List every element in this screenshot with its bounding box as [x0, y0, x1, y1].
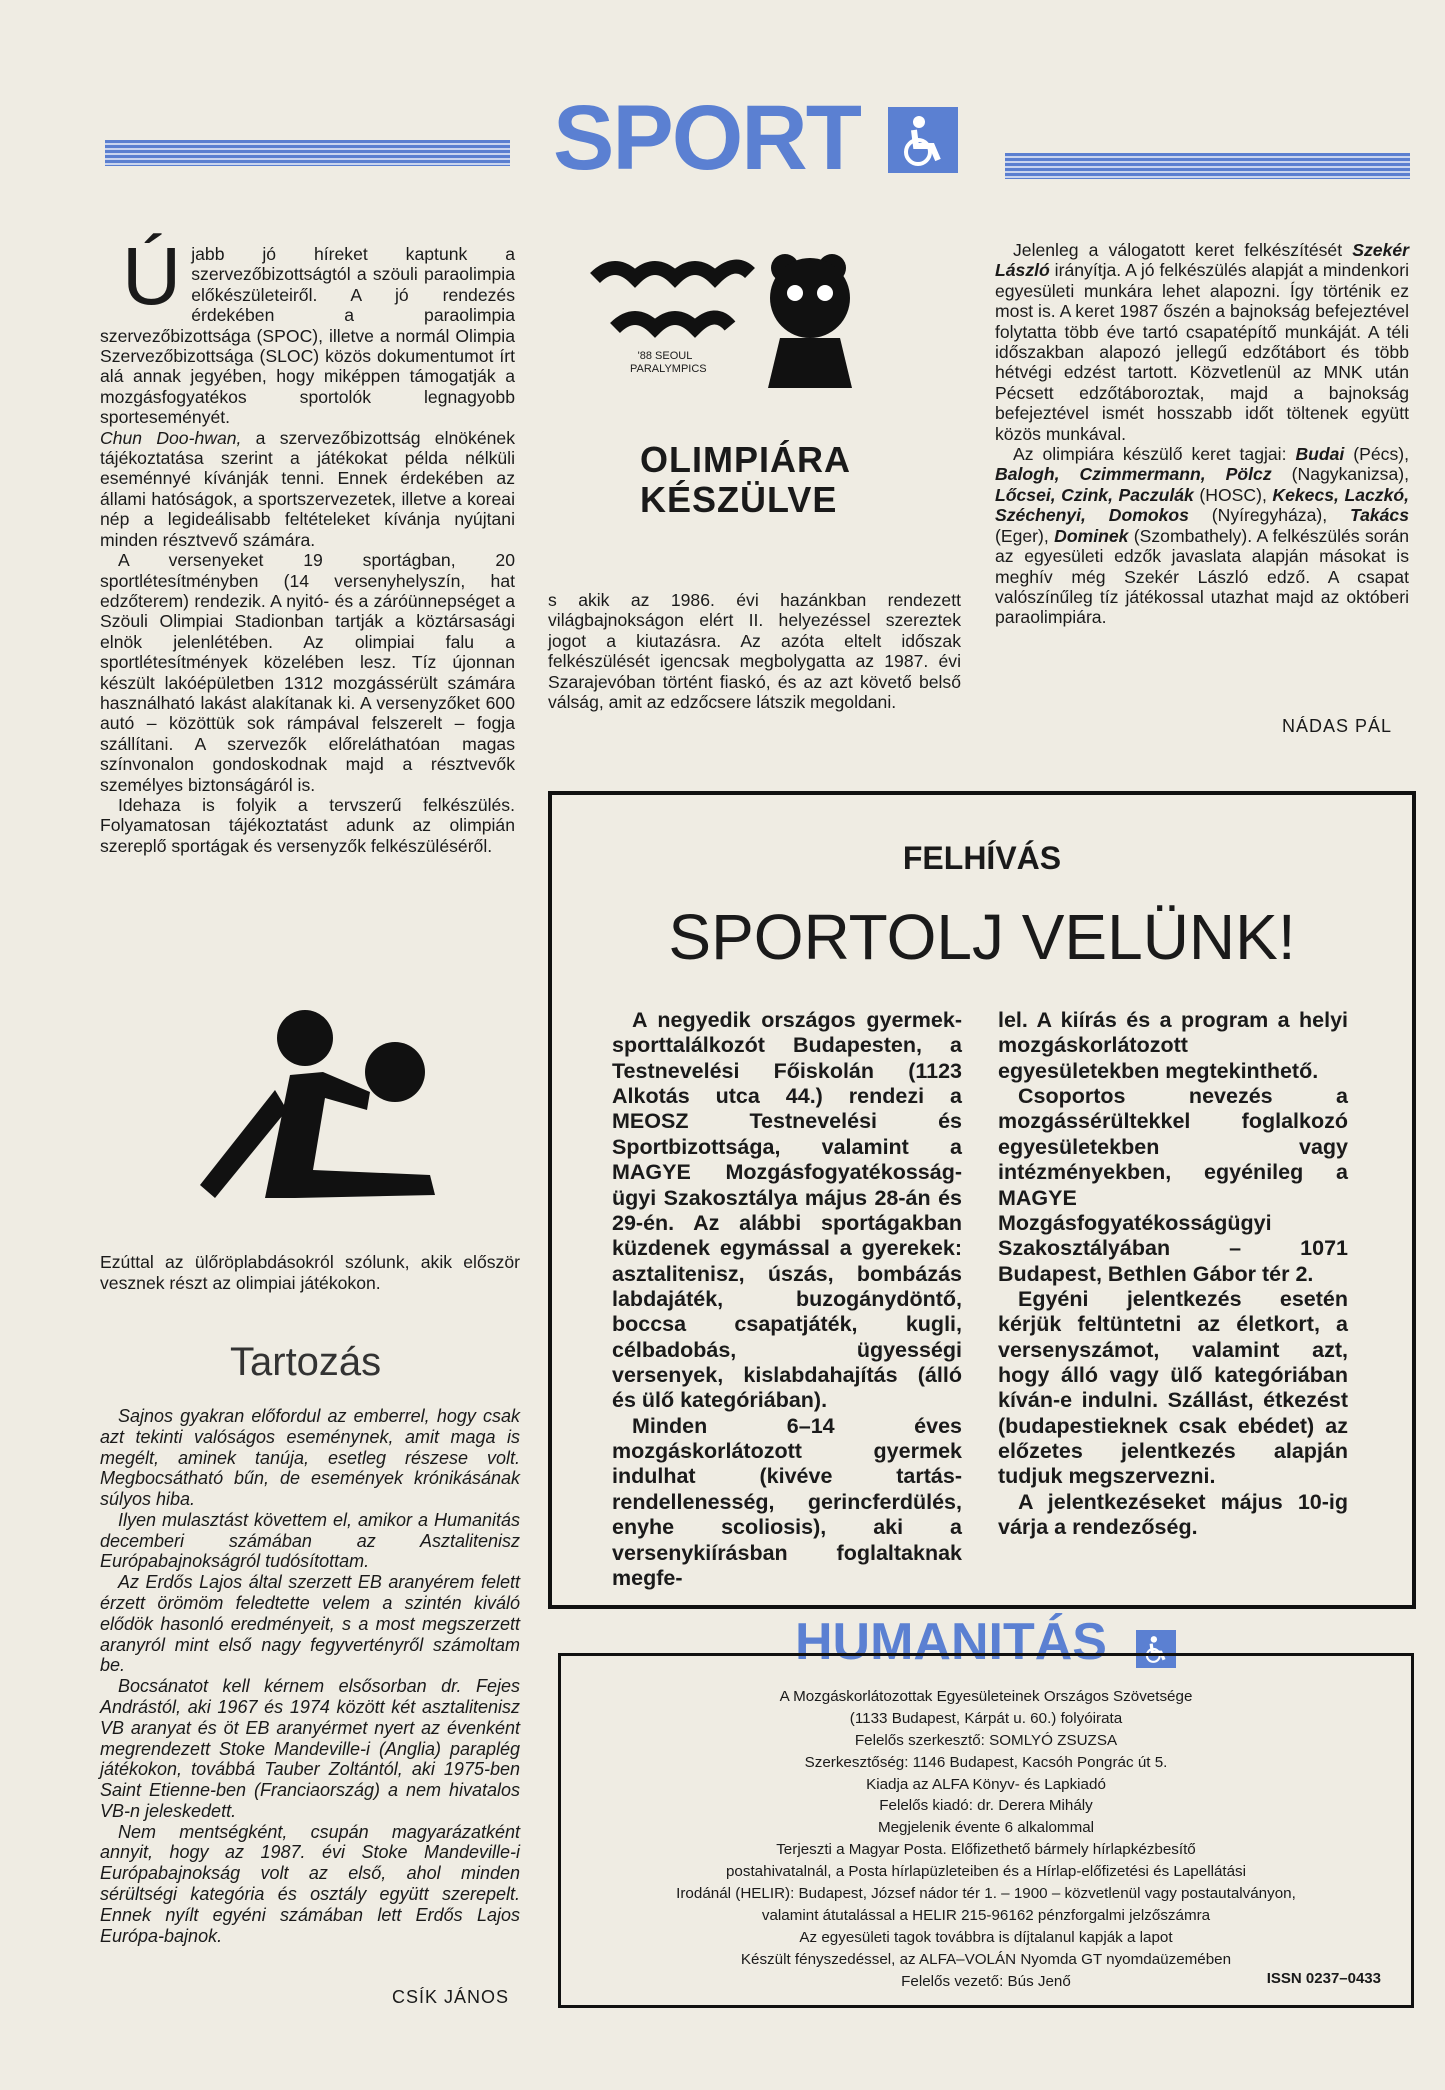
- header-stripe-right: [1005, 153, 1410, 179]
- tartozas-paragraph: Sajnos gyakran előfordul az emberrel, hogy csak azt tekinti valóságos eseménynek, amit maga is megélt, aminek tanúja, esetleg részese volt. Megbocsátható bűn, de események krónikásának súlyos hiba.: [100, 1406, 520, 1510]
- article-paragraph: Idehaza is folyik a tervszerű felkészülés. Folyamatosan tájékoztatást adunk az olimpián szereplő sportágak és versenyzők felkészüléséről.: [100, 794, 515, 856]
- felhivas-paragraph: Csoportos nevezés a mozgássérültekkel foglalkozó egyesületekben vagy intézményekben, egyénileg a MAGYE Mozgásfogyatékosságügyi Szakosztályában – 1071 Budapest, Bethlen Gábor tér 2.: [998, 1084, 1348, 1286]
- impresszum-line: Felelős vezető: Bús Jenő: [901, 1972, 1071, 1990]
- tartozas-title: Tartozás: [230, 1340, 382, 1384]
- section-title: SPORT: [553, 87, 860, 189]
- felhivas-paragraph: lel. A kiírás és a program a helyi mozgáskorlátozott egyesületekben megtekinthető.: [998, 1008, 1348, 1083]
- humanitas-title: HUMANITÁS: [795, 1613, 1107, 1671]
- logo-caption-line: '88 SEOUL: [637, 350, 693, 362]
- felhivas-right-column: [998, 1008, 1348, 1541]
- article-paragraph: Jelenleg a válogatott keret felkészítését Szekér László irányítja. A jó felkészülés alapját a mindenkori egyesületi munkára lehet alapozni. Így történik ez most is. A keret 1987 őszén a bajnokság befejeztével folytatta több éve tartó csapatépítő munkáját. A téli időszakban alapozó jellegű edzőtábort és több hétvégi edzést tartott. Közvetlenül az MNK után Pécsett edzőtáboroztak, majd a bajnokság befejeztével ismét hosszabb időt töltenek együtt közös munkával.: [995, 240, 1409, 444]
- tartozas-paragraph: Bocsánatot kell kérnem elsősorban dr. Fejes Andrástól, aki 1967 és 1974 között két asztalitenisz VB aranyat és öt EB aranyérmet nyert az évenként megrendezett Stoke Mandeville-i (Anglia) paraplég játékokon, továbbá Tauber Zoltántól, aki 1975-ben Saint Etienne-ben (Franciaország) a nem hivatalos VB-n jeleskedett.: [100, 1676, 520, 1821]
- felhivas-left-column: [612, 1008, 962, 1591]
- impresszum-line: Felelős kiadó: dr. Derera Mihály: [879, 1797, 1093, 1815]
- drop-cap: Ú: [122, 231, 182, 322]
- felhivas-paragraph: Egyéni jelentkezés esetén kérjük feltüntetni az életkort, a versenyszámot, valamint azt, hogy álló vagy ülő kategóriában kíván-e indulni. Szállást, étkezést (budapestieknek csak ebédet) az előzetes jelentkezés alapján tudjuk megszervezni.: [998, 1286, 1348, 1489]
- right-author: NÁDAS PÁL: [1282, 716, 1393, 736]
- issn-label: ISSN 0237–0433: [1266, 1970, 1381, 1987]
- felhivas-paragraph: A negyedik országos gyermek-sporttalálkozót Budapesten, a Testnevelési Főiskolán (1123 Alkotás utca 44.) rendezi a MEOSZ Testnevelési és Sportbizottsága, valamint a MAGYE Mozgásfogyatékosság-ügyi Szakosztálya május 28-án és 29-én. Az alábbi sportágakban küzdenek egymással a gyerekek: asztalitenisz, úszás, bombázás labdajáték, buzogánydöntő, boccsa csapatjáték, kugli, célbadobás, ügyességi versenyek, kislabdahajítás (álló és ülő kategóriában).: [612, 1008, 962, 1413]
- article-paragraph: A versenyeket 19 sportágban, 20 sportlétesítményben (14 versenyhelyszín, hat edzőterem) rendezik. A nyitó- és a záróünnepséget a Szöuli Olimpiai Stadionban tartják a köztársasági elnök jelenlétében. Az olimpiai falu a sportlétesítmények közelében lesz. Tíz újonnan készült lakóépületben 1312 mozgássérült számára használható lakást alakítanak ki. A versenyzőket 600 autó – közöttük sok rámpával felszerelt – fogja szállítani. A szervezők előreláthatóan magas színvonalon gondoskodnak majd a résztvevők személyes biztonságáról is.: [100, 550, 515, 795]
- tartozas-paragraph: Ilyen mulasztást követtem el, amikor a Humanitás decemberi számában az Asztalitenisz Európabajnokságról tudósítottam.: [100, 1509, 520, 1572]
- impresszum-line: Kiadja az ALFA Könyv- és Lapkiadó: [866, 1775, 1106, 1793]
- felhivas-box: [548, 791, 1416, 1609]
- impresszum-line: Készült fényszedéssel, az ALFA–VOLÁN Nyomda GT nyomdaüzemében: [740, 1950, 1232, 1968]
- right-article: [995, 240, 1409, 628]
- felhivas-label: FELHÍVÁS: [902, 840, 1062, 876]
- felhivas-title: SPORTOLJ VELÜNK!: [668, 901, 1296, 973]
- photo-caption: Ezúttal az ülőröplabdásokról szólunk, akik először vesznek részt az olimpiai játékokon.: [100, 1252, 520, 1293]
- impresszum-line: Felelős szerkesztő: SOMLYÓ ZSUZSA: [854, 1731, 1118, 1749]
- impresszum-line: valamint átutalással a HELIR 215-96162 pénzforgalmi jelzőszámra: [761, 1906, 1211, 1924]
- headline-line: KÉSZÜLVE: [640, 479, 838, 520]
- article-paragraph: jabb jó híreket kaptunk a szervezőbizottságtól a szöuli paraolimpia előkészületeiről. A jó rendezés érdekében a paraolimpia szervezőbizottsága (SPOC), illetve a normál Olimpia Szervezőbizottsága (SLOC) közös dokumentumot írt alá annak jegyében, hogy miképpen támogatják a mozgásfogyatékos sportolók legnagyobb sporteseményét.: [100, 244, 515, 428]
- tartozas-paragraph: Nem mentségként, csupán magyarázatként annyit, hogy az 1987. évi Stoke Mandeville-i Európabajnokság volt az első, ahol minden sérültségi kategória és osztály együtt szerepelt. Ennek nyílt egyéni számában lett Erdős Lajos Európa-bajnok.: [100, 1821, 520, 1946]
- impresszum-line: postahivatalnál, a Posta hírlapüzleteiben és a Hírlap-előfizetési és Lapellátási: [725, 1863, 1247, 1881]
- impresszum-line: Terjeszti a Magyar Posta. Előfizethető bármely hírlapkézbesítő: [776, 1841, 1196, 1859]
- tartozas-article: [100, 1406, 520, 1946]
- impresszum-line: Szerkesztőség: 1146 Budapest, Kacsóh Pongrác út 5.: [804, 1753, 1168, 1771]
- felhivas-paragraph: A jelentkezéseket május 10-ig várja a rendezőség.: [998, 1489, 1348, 1540]
- impresszum-text: [561, 1686, 1411, 1992]
- logo-caption-line: PARALYMPICS: [630, 363, 707, 375]
- logo-caption: [630, 350, 707, 376]
- impresszum-line: (1133 Budapest, Kárpát u. 60.) folyóirata: [849, 1709, 1123, 1727]
- impresszum-line: Megjelenik évente 6 alkalommal: [877, 1819, 1095, 1837]
- article-paragraph: Az olimpiára készülő keret tagjai: Budai (Pécs), Balogh, Czimmermann, Pölcz (Nagykanizsa), Lőcsei, Czink, Paczulák (HOSC), Kekecs, Laczkó, Széchenyi, Domokos (Nyíregyháza), Takács (Eger), Dominek (Szombathely). A felkészülés során az egyesületi edzők javaslata alapján másokat is meghív még Szekér László edző. A csapat valószínűleg tíz játékossal utazhat majd az októberi paraolimpiára.: [995, 444, 1409, 628]
- article-paragraph: Chun Doo-hwan, a szervezőbizottság elnökének tájékoztatása szerint a játékokat példa nélküli eseménnyé kívánják tenni. Ennek érdekében az állami hatóságok, a sportszervezetek, illetve a koreai nép a legideálisabb feltételeket kívánja nyújtani minden résztvevő számára.: [100, 427, 515, 550]
- sitting-volleyball-pictogram: [195, 1000, 455, 1215]
- impresszum-line: A Mozgáskorlátozottak Egyesületeinek Országos Szövetsége: [779, 1688, 1193, 1705]
- article-paragraph: s akik az 1986. évi hazánkban rendezett világbajnokságon elért II. helyezéssel szereztek jogot a kiutazásra. Az azóta eltelt időszak felkészülését igencsak megbolygatta az 1987. évi Szarajevóban történt fiaskó, és az azt követő belső válság, amit az edzőcsere látszik megoldani.: [548, 590, 961, 713]
- headline: [640, 440, 851, 520]
- felhivas-paragraph: Minden 6–14 éves mozgáskorlátozott gyermek indulhat (kivéve tartás-rendellenesség, gerincferdülés, enyhe scoliosis), aki a versenykiírásban foglaltaknak megfe-: [612, 1413, 962, 1590]
- tartozas-paragraph: Az Erdős Lajos által szerzett EB aranyérem felett érzett örömöm feledtette velem a szintén kiváló elődök hasonló eredményeit, s a most megszerzett aranyról mint első nagy fegyvertényről számoltam be.: [100, 1572, 520, 1676]
- tartozas-author: CSÍK JÁNOS: [392, 1987, 510, 2007]
- middle-article: [548, 590, 961, 712]
- impresszum-box: [558, 1653, 1414, 2008]
- impresszum-line: Az egyesületi tagok továbbra is díjtalanul kapják a lapot: [799, 1928, 1173, 1946]
- impresszum-line: Irodánál (HELIR): Budapest, József nádor tér 1. – 1900 – közvetlenül vagy postautalványon,: [676, 1885, 1296, 1903]
- wheelchair-logo-icon: [888, 107, 958, 173]
- headline-line: OLIMPIÁRA: [640, 439, 851, 480]
- header-stripe-left: [105, 140, 510, 166]
- left-article: [100, 231, 515, 856]
